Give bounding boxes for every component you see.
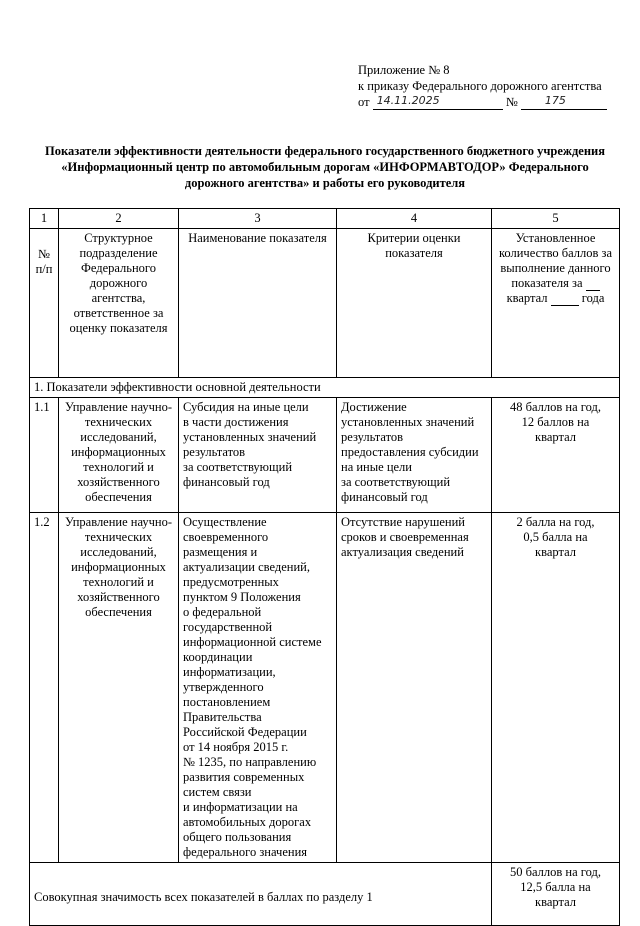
row-num: 1.1 [30,398,59,513]
column-number: 3 [179,209,337,229]
header-unit: Структурное подразделение Федерального дорожного агентства, ответственное за оценку показателя [59,229,179,378]
appendix-title: Приложение № 8 [358,63,450,77]
handwritten-date: 14.11.2025 [376,94,440,107]
header-indicator: Наименование показателя [179,229,337,378]
row-indicator: Осуществление своевременного размещения и актуализации сведений, предусмотренных пунктом 9 Положения о федеральной государственной информационной системе координации информатизации, утвержденного постановлением Правительства Российской Федерации от 14 ноября 2015 г. № 1235, по направлению развития современных систем связи и информатизации на автомобильных дорогах общего пользования федерального значения [179,513,337,863]
table-row [30,398,620,513]
appendix-order-ref: к приказу Федерального дорожного агентства [358,79,602,93]
row-points: 48 баллов на год, 12 баллов на квартал [492,398,620,513]
indicators-table [29,208,620,926]
header-row [30,229,620,378]
appendix-date-line [358,94,618,110]
header-points-quarter: квартал [506,291,548,305]
header-points-text: Установленное количество баллов за выполнение данного показателя за [498,231,613,290]
total-label: Совокупная значимость всех показателей в баллах по разделу 1 [30,863,492,926]
section-title: 1. Показатели эффективности основной деятельности [30,378,620,398]
row-criteria: Отсутствие нарушений сроков и своевременная актуализация сведений [337,513,492,863]
header-num: № п/п [30,229,59,378]
date-prefix: от [358,95,370,109]
number-prefix: № [505,95,518,109]
document-title: Показатели эффективности деятельности федерального государственного бюджетного учреждения «Информационный центр по автомобильным дорогам «ИНФОРМАВТОДОР» Федерального дорожного агентства» и работы его руководителя [44,144,606,190]
date-field [373,95,503,110]
row-criteria: Достижение установленных значений результатов предоставления субсидии на иные цели за соответствующий финансовый год [337,398,492,513]
total-row [30,863,620,926]
handwritten-number: 175 [544,94,566,107]
table-row [30,513,620,863]
header-points-year: года [581,291,605,305]
row-unit: Управление научно-технических исследований, информационных технологий и хозяйственного обеспечения [59,513,179,863]
appendix-block [358,62,618,110]
column-number: 4 [337,209,492,229]
column-number: 1 [30,209,59,229]
row-unit: Управление научно-технических исследований, информационных технологий и хозяйственного обеспечения [59,398,179,513]
column-number: 2 [59,209,179,229]
column-number-row [30,209,620,229]
number-field [521,95,607,110]
row-num: 1.2 [30,513,59,863]
header-points [492,229,620,378]
section-row [30,378,620,398]
column-number: 5 [492,209,620,229]
row-indicator: Субсидия на иные цели в части достижения установленных значений результатов за соответствующий финансовый год [179,398,337,513]
row-points: 2 балла на год, 0,5 балла на квартал [492,513,620,863]
year-blank [551,293,579,306]
total-points: 50 баллов на год, 12,5 балла на квартал [492,863,620,926]
quarter-blank [586,278,600,291]
header-criteria: Критерии оценки показателя [337,229,492,378]
